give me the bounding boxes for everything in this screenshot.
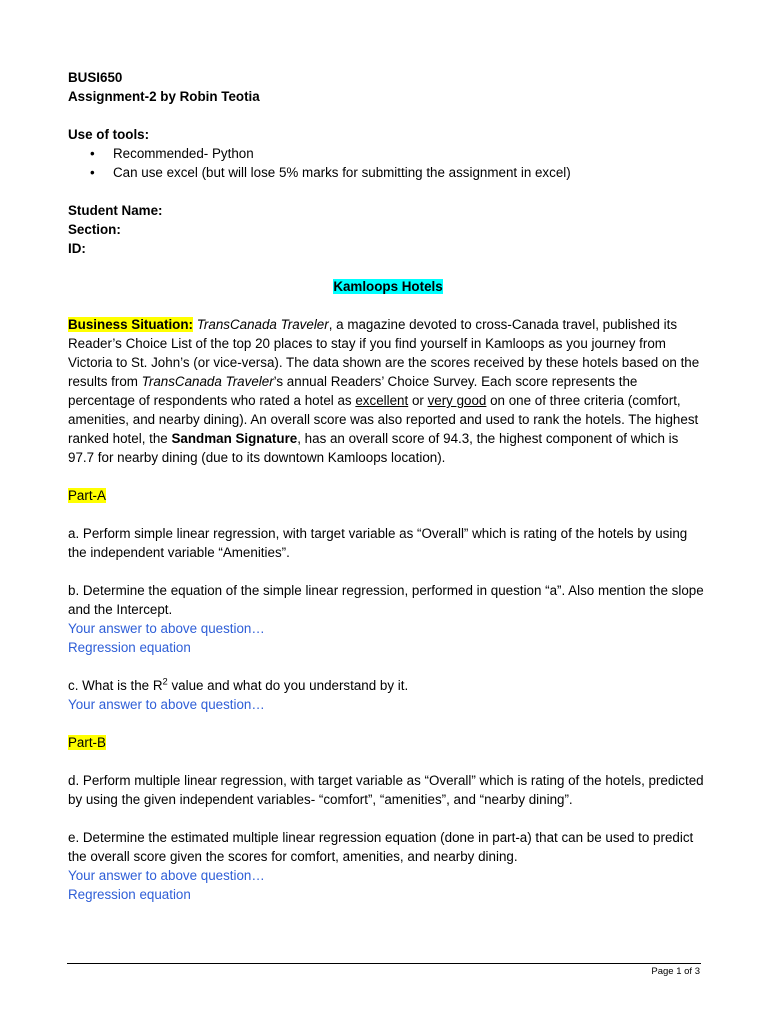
section-label: Section: [68,222,121,237]
question-a: a. Perform simple linear regression, with target variable as “Overall” which is rating of the hotels by using the independent variable “Amenities”. [68,526,688,560]
part-a-row [68,486,708,505]
answer-b[interactable]: Your answer to above question… [68,621,265,636]
answer-e[interactable]: Your answer to above question… [68,868,265,883]
question-b: b. Determine the equation of the simple linear regression, performed in question “a”. Also mention the slope and the Intercept. [68,583,704,617]
part-a-label: Part-A [68,488,106,503]
question-c: c. What is the $R^2$ value and what do you understand by it. [68,676,409,693]
title-row [68,277,708,296]
course-code: BUSI650 [68,70,123,85]
question-d: d. Perform multiple linear regression, with target variable as “Overall” which is rating of the hotels, predicted by using the given independent variables- “comfort”, “amenities”, and “nearby dining”. [68,773,704,807]
page-number: Page 1 of 3 [651,966,700,977]
tools-heading: Use of tools: [68,127,150,142]
hotel-name: Sandman Signature [171,431,298,446]
id-label: ID: [68,241,86,256]
tools-item: • Recommended- Python [90,146,254,161]
student-name-label: Student Name: [68,203,163,218]
document-title: Kamloops Hotels [333,279,443,294]
tools-list [68,144,708,182]
part-b-label: Part-B [68,735,106,750]
equation-e[interactable]: Regression equation [68,887,191,902]
assignment-title: Assignment-2 by Robin Teotia [68,89,260,104]
answer-c[interactable]: Your answer to above question… [68,697,265,712]
business-situation-label: Business Situation: [68,317,193,332]
bullet-icon: • [90,146,95,161]
equation-b[interactable]: Regression equation [68,640,191,655]
document-page [68,68,708,904]
tools-item: • Can use excel (but will lose 5% marks for submitting the assignment in excel) [90,165,571,180]
question-e: e. Determine the estimated multiple linear regression equation (done in part-a) that can be used to predict the overall score given the scores for comfort, amenities, and nearby dining. [68,830,694,864]
bullet-icon: • [90,165,95,180]
part-b-row [68,733,708,752]
footer-divider [67,963,701,964]
business-situation: Business Situation: TransCanada Traveler, a magazine devoted to cross-Canada travel, published its Reader’s Choice List of the top 20 places to stay if you find yourself in Kamloops as you journey from Victoria to St. John’s (or vice-versa). The data shown are the scores received by these hotels based on the results from TransCanada Traveler’s annual Readers’ Choice Survey. Each score represents the percentage of respondents who rated a hotel as excellent or very good on one of three criteria (comfort, amenities, and nearby dining). An overall score was also reported and used to rank the hotels. The highest ranked hotel, the Sandman Signature, has an overall score of 94.3, the highest component of which is 97.7 for nearby dining (due to its downtown Kamloops location). [68,317,700,465]
